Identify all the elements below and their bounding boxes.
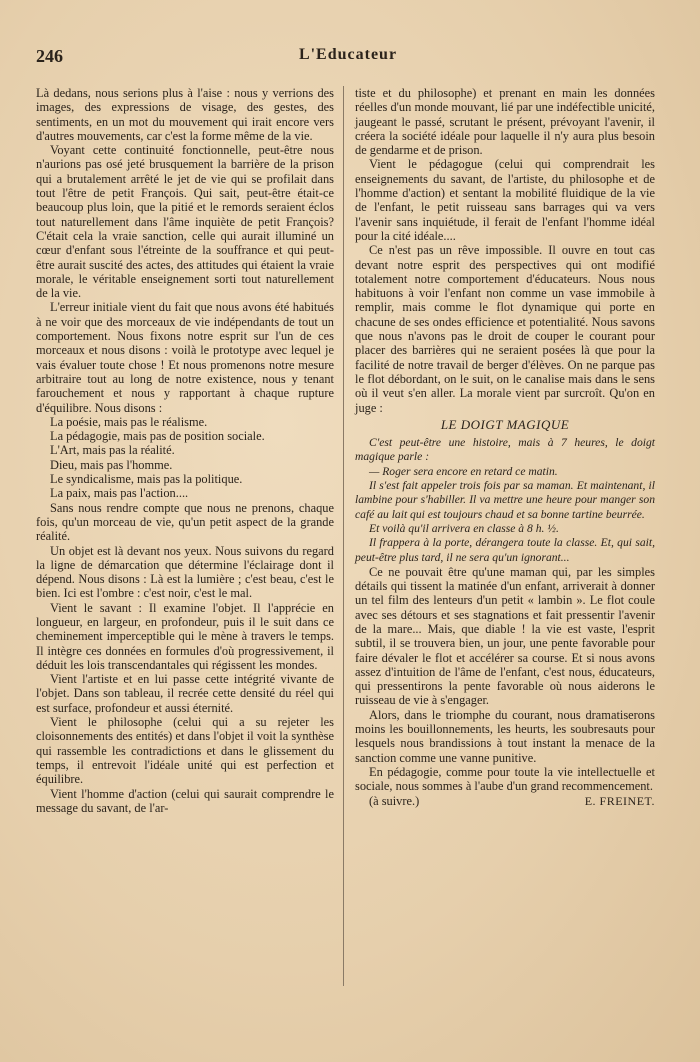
story-paragraph: C'est peut-être une histoire, mais à 7 heures, le doigt magique parle : [355,436,655,464]
paragraph: Alors, dans le triomphe du courant, nous dramatiserons moins les bouillonnements, les heurts, les soubresauts pour lesquels nous brandissions à tout instant la menace de la sanction comme une vanne punitive. [355,707,655,765]
story-paragraph: Il s'est fait appeler trois fois par sa maman. Et maintenant, il lambine pour s'habiller. Il va mettre une heure pour manger son café au lait qui est toujours chaud et sa bonne tartine beurrée. [355,479,655,521]
paragraph: L'erreur initiale vient du fait que nous avons été habitués à ne voir que des morceaux de vie indépendants de tout un comportement. Nous fixons notre esprit sur l'un de ces morceaux et nous disons : voilà le prototype avec lequel je vais évaluer toute chose ! Et nous promenons notre mesure arbitraire tout au long de notre existence, nous y tenant farouchement et nous y rapportant à chaque rupture d'équilibre. Nous disons : [36,300,334,415]
paragraph: Ce n'est pas un rêve impossible. Il ouvre en tout cas devant notre esprit des perspectives qui ont modifié totalement notre comportement d'éducateurs. Nous nous habituons à voir l'enfant non comme un vase immobile à remplir, mais comme le flot dynamique qui porte en chacune de ses ondes efficience et potentialité. Nous savons que nous n'avons pas le droit de couper le courant pour placer des barrières qui ne seraient posées là que pour la facilité de notre travail de berger d'élèves. On ne parque pas le flot débordant, on le suit, on le canalise mais dans le sens où il veut s'en aller. La morale vient par surcroît. Qu'on en juge : [355,243,655,415]
list-item: La paix, mais pas l'action.... [50,486,189,501]
continuation-note: (à suivre.) [369,793,420,808]
list-item: Le syndicalisme, mais pas la politique. [50,472,243,487]
list-item: La pédagogie, mais pas de position sociale. [50,429,265,444]
page-number: 246 [36,46,63,66]
paragraph: Sans nous rendre compte que nous ne prenons, chaque fois, qu'un morceau de vie, qu'un petit aspect de la grande réalité. [36,500,334,544]
paragraph: Un objet est là devant nos yeux. Nous suivons du regard la ligne de démarcation que détermine l'éclairage dont il dépend. Nous disons : Là est la lumière ; c'est beau, c'est le bien. Ici est l'ombre : c'est noir, c'est le mal. [36,543,334,601]
paragraph: Vient l'artiste et en lui passe cette intégrité vivante de l'objet. Dans son tableau, il recrée cette densité du réel qui est surface, profondeur et aussi éternité. [36,672,334,715]
paragraph: En pédagogie, comme pour toute la vie intellectuelle et sociale, nous sommes à l'aube d'un grand recommencement. [355,764,655,794]
story-block [355,436,655,565]
author-signature: E. FREINET. [584,793,655,808]
paragraph: Vient le savant : Il examine l'objet. Il l'apprécie en longueur, en largeur, en profondeur, puis il le suit dans ce cheminement imperceptible qui le mène à travers le temps. Il intègre ces données en formules d'où progressivement, il déduit les lois transcendantales qui régissent les mondes. [36,600,334,672]
footer-row [355,794,655,808]
list-item: Dieu, mais pas l'homme. [50,457,173,472]
list-item: L'Art, mais pas la réalité. [50,443,175,458]
left-column [36,86,334,815]
paragraph: Vient l'homme d'action (celui qui saurait comprendre le message du savant, de l'ar- [36,786,334,815]
running-title: L'Educateur [298,46,398,63]
section-title: LE DOIGT MAGIQUE [440,416,570,432]
paragraph: Voyant cette continuité fonctionnelle, peut-être nous n'aurions pas osé jeté brusquement la barrière de la prison qui a brutalement arrêté le jet de vie qui se profilait dans tout l'être de petit François. Qui sait, peut-être était-ce beaucoup plus loin, que la pitié et le remords seraient éclos tout naturellement dans l'âme inquiète de petit François? C'était cela la vraie sanction, celle qui aurait illuminé un cœur d'enfant sous l'étreinte de la souffrance et qui peut-être aurait suscité des actes, des attitudes qui étaient la vraie morale, le véritable enseignement sorti tout naturellement de la vie. [36,143,334,301]
page-header [36,44,660,70]
story-paragraph: Et voilà qu'il arrivera en classe à 8 h. ½. [369,521,559,535]
column-divider [343,86,344,986]
right-column [355,86,655,808]
paragraph: Ce ne pouvait être qu'une maman qui, par les simples détails qui tissent la matinée d'un enfant, arriverait à donner un tel film des lenteurs d'un petit « lambin ». Le flot coule avec ses détours et ses stagnations et fait pressentir l'avenir de la mare... Mais, que diable ! la vie est vaste, l'esprit subtil, il se trouvera bien, un jour, une pente favorable pour faire dévaler le flot et accélérer sa course. Et si nous avons assez d'intuition de l'âme de l'enfant, c'est nous, éducateurs, qui pressentirons la pente favorable où nous aiderons le ruisseau de vie à s'engager. [355,564,655,708]
story-paragraph: Il frappera à la porte, dérangera toute la classe. Et, qui sait, peut-être plus tard, il ne sera qu'un ignorant... [355,536,655,564]
story-dialog: — Roger sera encore en retard ce matin. [369,464,558,478]
list-item: La poésie, mais pas le réalisme. [50,414,208,429]
paragraph: Vient le pédagogue (celui qui comprendrait les enseignements du savant, de l'artiste, du philosophe et de l'homme d'action) et sentant la mobilité fluidique de la vie de l'enfant, le petit ruisseau sans barrages qui va vers l'avenir sans inquiétude, il ferait de l'enfant l'homme idéal pour la cité idéale.... [355,157,655,243]
paragraph: Là dedans, nous serions plus à l'aise : nous y verrions des images, des expressions de visage, des gestes, des sentiments, en un mot du mouvement qui irait encore vers d'autres mouvements, car c'est la forme même de la vie. [36,86,334,143]
paragraph: Vient le philosophe (celui qui a su rejeter les cloisonnements des entités) et dans l'objet il voit la synthèse qui rassemble les contradictions et dans le glissement du temps, il entrevoit l'idéale unité qui est perfection et équilibre. [36,715,334,787]
paragraph: tiste et du philosophe) et prenant en main les données réelles d'un monde mouvant, lié par une indéfectible unicité, jaugeant le passé, scrutant le présent, prévoyant l'avenir, il créera la société idéale pour laquelle il n'y aura plus besoin de gendarme et de prison. [355,86,655,158]
